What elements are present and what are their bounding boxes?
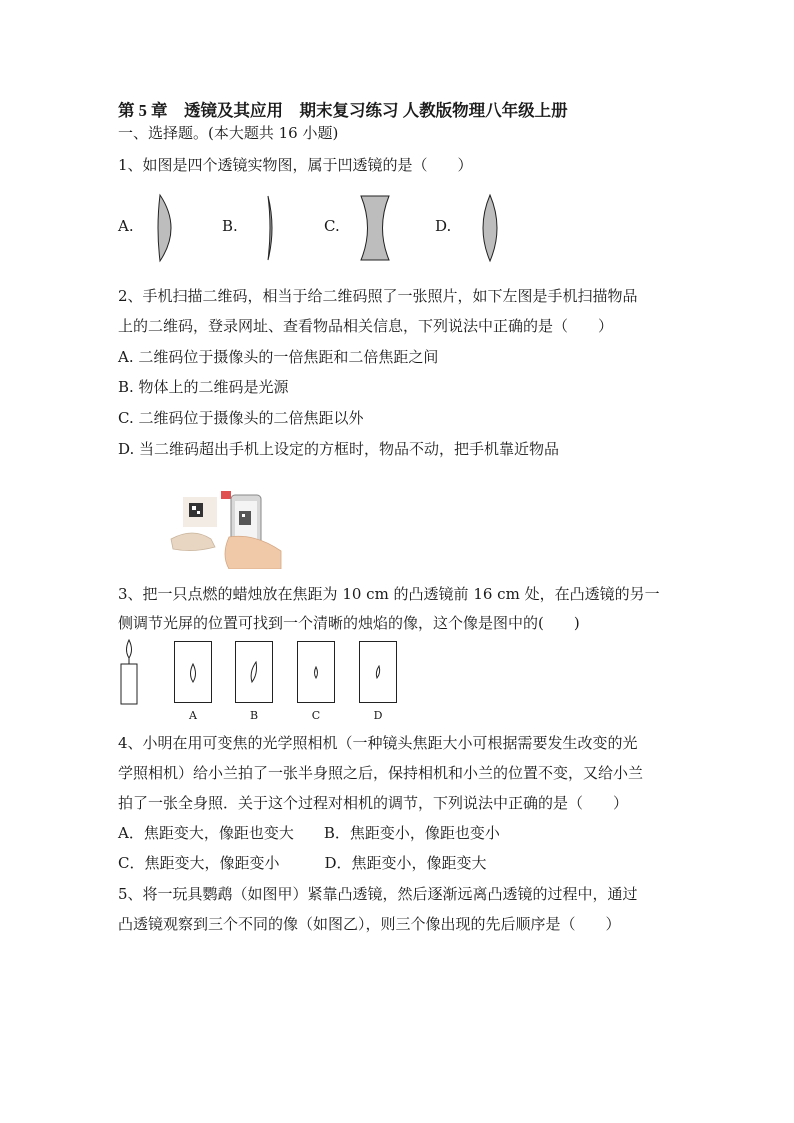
flame-tilted-icon [236, 642, 272, 702]
q3-stem-line-1: 3、把一只点燃的蜡烛放在焦距为 10 cm 的凸透镜前 16 cm 处，在凸透镜的另一 [118, 585, 660, 603]
q1-option-b-label: B. [222, 217, 238, 235]
q5-stem-line-1: 5、将一玩具鹦鹉（如图甲）紧靠凸透镜，然后逐渐远离凸透镜的过程中，通过 [118, 885, 638, 903]
q2-stem-line-2: 上的二维码，登录网址、查看物品相关信息，下列说法中正确的是（ ） [118, 317, 614, 335]
q3-candle-figures [118, 638, 418, 728]
q3-label-c: C [311, 709, 321, 722]
q4-stem-line-1: 4、小明在用可变焦的光学照相机（一种镜头焦距大小可根据需要发生改变的光 [118, 734, 638, 752]
q1-option-c-label: C. [324, 217, 340, 235]
q3-stem-line-2: 侧调节光屏的位置可找到一个清晰的烛焰的像，这个像是图中的( ) [118, 614, 580, 632]
biconvex-lens-figure [478, 193, 502, 263]
q2-option-d: D. 当二维码超出手机上设定的方框时，物品不动，把手机靠近物品 [118, 440, 560, 458]
biconcave-lens-figure [358, 193, 392, 263]
q3-image-frame-c [297, 641, 335, 703]
q1-option-a-label: A. [118, 217, 134, 235]
q2-stem-line-1: 2、手机扫描二维码，相当于给二维码照了一张照片，如下左图是手机扫描物品 [118, 287, 638, 305]
plano-convex-lens-figure [154, 193, 180, 263]
q4-options-row-2: C．焦距变大，像距变小 D．焦距变小，像距变大 [118, 854, 487, 872]
q3-label-a: A [189, 709, 197, 722]
q3-label-d: D [373, 709, 383, 722]
q4-options-row-1: A．焦距变大，像距也变大 B．焦距变小，像距也变小 [118, 824, 500, 842]
flame-small-tilted-icon [360, 642, 396, 702]
q1-option-d-label: D. [435, 217, 452, 235]
q1-lens-figures [118, 193, 538, 265]
q3-image-frame-d [359, 641, 397, 703]
document-title: 第 5 章 透镜及其应用 期末复习练习 人教版物理八年级上册 [118, 101, 568, 120]
section-heading: 一、选择题。(本大题共 16 小题) [118, 124, 339, 142]
q3-image-frame-a [174, 641, 212, 703]
flame-upright-icon [175, 642, 211, 702]
phone-scanning-qr-photo [163, 487, 283, 569]
q3-image-frame-b [235, 641, 273, 703]
q2-option-a: A. 二维码位于摄像头的一倍焦距和二倍焦距之间 [118, 348, 439, 366]
q3-label-b: B [249, 709, 259, 722]
q4-stem-line-2: 学照相机）给小兰拍了一张半身照之后，保持相机和小兰的位置不变，又给小兰 [118, 764, 644, 782]
q2-option-c: C. 二维码位于摄像头的二倍焦距以外 [118, 409, 364, 427]
q1-stem: 1、如图是四个透镜实物图，属于凹透镜的是（ ） [118, 156, 473, 174]
q2-option-b: B. 物体上的二维码是光源 [118, 378, 289, 396]
candle-icon [118, 638, 140, 706]
thin-meniscus-lens-figure [263, 193, 279, 263]
flame-small-icon [298, 642, 334, 702]
q5-stem-line-2: 凸透镜观察到三个不同的像（如图乙），则三个像出现的先后顺序是（ ） [118, 915, 621, 933]
q4-stem-line-3: 拍了一张全身照．关于这个过程对相机的调节，下列说法中正确的是（ ） [118, 794, 629, 812]
